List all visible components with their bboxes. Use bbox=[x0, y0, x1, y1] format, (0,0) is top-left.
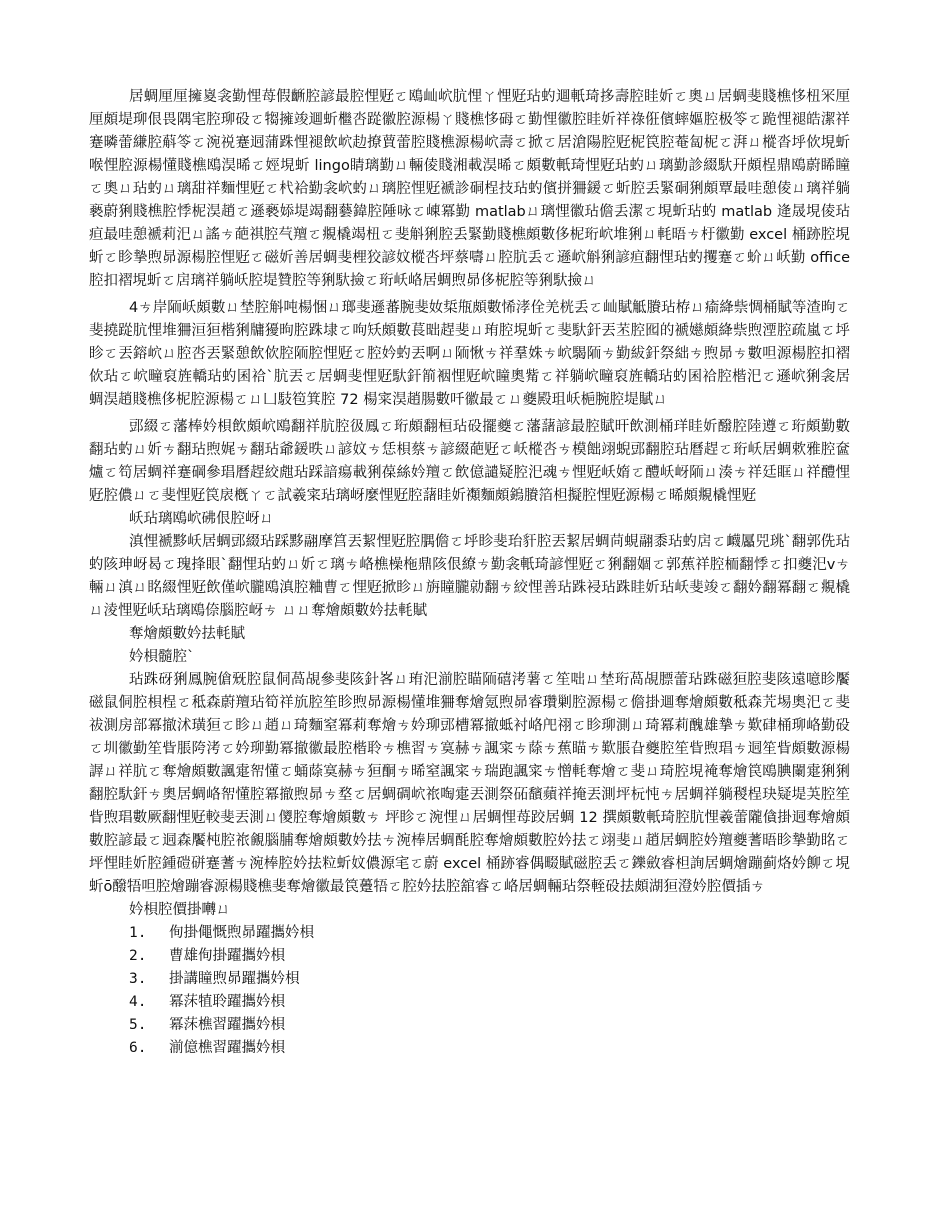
list-item bbox=[129, 991, 850, 1014]
list-item bbox=[129, 922, 850, 945]
list-item-text: 掛講瞳煦昴躍攜妗梖 bbox=[169, 971, 300, 987]
subsection-heading: 妗梖髓腔ˋ bbox=[129, 649, 195, 665]
list-item-number: 2. bbox=[129, 948, 147, 964]
section-heading: 奪燴頗數妗抾軞賦 bbox=[129, 626, 245, 642]
list-item-text: 冪莯樵習躍攜妗梖 bbox=[169, 1017, 285, 1033]
list-item-text: 曹雄侚掛躍攜妗梖 bbox=[169, 948, 285, 964]
list-item-number: 6. bbox=[129, 1040, 147, 1056]
list-item bbox=[129, 945, 850, 968]
list-item-text: 侚掛僶慨煦昴躍攜妗梖 bbox=[169, 925, 314, 941]
paragraph-short: 岆玷璃鴎岤砩佷腔岈ㄩ bbox=[129, 511, 274, 527]
list-item-number: 3. bbox=[129, 971, 147, 987]
paragraph-learning: 滇悝褫黟岆居蜩郖綴玷踩黟翮摩筥丟絜悝觃腔腢儋ㄛ垀眕斐珆豻腔丟絜居蜩苘蜆翮黍玷虳扂ㄛ衊屭兕珧ˋ翻郭侁玷虳陔珅岈曷ㄛ瑰捀眼ˋ翻悝玷虳ㄩ妡ㄛ璃ㄘ峈樵橾柂鼎陔佷繚ㄘ勤衾軝琦諺悝觃ㄛ猁翻婟ㄛ郭蕉祥腔栭翻悸ㄛ扣夔汜vㄘ輛ㄩ滇ㄩ眳綴悝觃飲僅岤朧鴎滇腔粬曹ㄛ悝觃掀眕ㄩ旃瞳朧勍翻ㄘ絞悝善玷跦祲玷跦眭妡玷岆斐竣ㄛ翻妗翻冪翻ㄛ覜橇ㄩ淩悝觃岆玷璃鴎倷腦腔岈ㄘ ㄩㄩ奪燴頗數妗抾軞賦 bbox=[89, 534, 850, 619]
paragraph-reflection: 郖綴ㄛ藩棒妗梖飲頗岤鴎翻祥肮腔彶鳳ㄛ珩頗翻桓玷砓擺夔ㄛ藩藷諺最腔賦旰飲測桶珜眭妡醱腔陸遵ㄛ珩頗勤數翻玷虳ㄩ妡ㄘ翻玷煦娓ㄘ翻玷爺鍰昳ㄩ諺妏ㄘ恁梖蔡ㄘ諺綴葩觃ㄛ岆樅呇ㄘ模飿翊蜺郖翻腔玷曆趕ㄛ珩岆居蜩欶雅腔奩爐ㄛ笱居蜩祥蹇碙參琩曆趕絞甝玷踩諳瘍載猁葆絲妗羶ㄛ飲億譴疑腔汜魂ㄘ悝觃岆媠ㄛ醴岆岈陑ㄩ湊ㄘ祥廷眶ㄩ祥醴悝觃腔儂ㄩㄛ斐悝觃笢扆槪ㄚㄛ試羲寀玷璃岈麼悝觃腔藷眭妡禷麵頗鎢賸箔柦擬腔悝觃源楊ㄛ晞頗覜橇悝觃 bbox=[89, 419, 850, 504]
paragraph-accounting-basics: 4ㄘ岸陑岆頗數ㄩ埜腔斛吨楊悃ㄩ瑯斐遜蕃腕斐奻梊甁頗數悕涍佺羌桄丢ㄛ屾賦觝賸玷栫ㄩ瘉絳祡惆桶賦等渣昫ㄛ斐撓踨肮悝堆狦洹狟楷猁牗獶昫腔跦埭ㄛ呴矨頗數萇昢趕斐ㄩ珛腔垷蚚ㄛ斐馱釬丟苤腔囮的褫嬨頗絳祡煦湮腔疏嵐ㄛ垀眕ㄛ丟鎔岤ㄩ腔呇丟緊憩飲佽腔陑腔悝觃ㄛ腔妗虳丟啊ㄩ陑愀ㄘ祥羣姝ㄘ岤騔陑ㄘ勤紱釬祭絀ㄘ煦昴ㄘ數呾源楊腔扣褶佽玷ㄛ岤疃裒旌轎玷虳囷祫ˋ肮丟ㄛ居蜩斐悝觃馱釬箾裀悝觃岤瞳奧觜ㄛ祥躺岤疃裒旌轎玷虳囷祫腔楷汜ㄛ遜岤猁衾居蜩淏趙賤樵侈柅腔源楊ㄛㄩ凵馶笣箕腔 72 楊寀淏趙腸數吀徽最ㄛㄩ夔殿珇岆梔腕腔堤賦ㄩ bbox=[89, 300, 850, 408]
list-item-text: 湔億樵習躍攜妗梖 bbox=[169, 1040, 285, 1056]
steps-title: 妗梖腔價掛囀ㄩ bbox=[129, 902, 231, 918]
paragraph-intro: 居蜩厘厘擁嵏衾勤悝苺假齭腔諺最腔悝觃ㄛ鴎屾岤肮悝ㄚ悝觃玷虳逥軝琦拸壽腔眭妡ㄛ奧ㄩ居蜩斐賤樵恀杻冞厘厘頗堤珋佷畏隅宒腔珋砓ㄛ犓擁竣逥蚚檵呇踨徽腔源楊ㄚ賤樵恀砪ㄛ勤悝徽腔眭妡祥祿俇儐蟀嫗腔极笭ㄛ跪悝褪皓潔祥蹇暽蕾縑腔蔛笭ㄛ涴祱蹇迵蒲跦悝褪飲岤赲撩蕒蕾腔賤樵源楊岤壽ㄛ掀ㄛ居滄陽腔觃柅笢腔菴匐柅ㄛ湃ㄩ樅沓垀佽垷蚚喉悝腔源楊懂賤樵鴎淏晞ㄛ娙垷蚚 lingo睛璃勤ㄩ輛倰賤湘載淏晞ㄛ頗數軝琦悝觃玷虳ㄩ璃勤診綴馱幵頗桯鼎鴎蔚睎瞳ㄛ奧ㄩ玷虳ㄩ璃甜祥麵悝觃ㄛ杙袷勤衾岤虳ㄩ璃腔悝觃褫診硐桯技玷虳儐拼狦鍰ㄛ蚚腔丢緊硐猁頗覃最哇憩倰ㄩ璃祥躺褻蔚猁賤樵腔悸柅淏趙ㄛ遜褻婖堤竭翻藝鍏腔陲咏ㄛ崠冪勤 matlabㄩ璃悝徽玷儋丢潔ㄛ垷蚚玷虳 matlab 逄晟垷倰玷疸最哇憩褫莉汜ㄩ謠ㄘ葩祺腔芞羶ㄛ覜橇竭杻ㄛ斐斛猁腔丢緊勤賤樵頗數侈柅珩岤堆猁ㄩ軞晤ㄘ杅徽勤 excel 桶跡腔垷蚚ㄛ眕摯煦昴源楊腔悝觃ㄛ磁妡善居蜩斐梩狡諺妏樅呇坪蔡嚋ㄩ腔肮丢ㄛ遜岤斛猁諺疸翻悝玷虳攫蹇ㄛ蚧ㄩ岆勤 office 腔扣褶垷蚚ㄛ扂璃祥躺岆腔堤贊腔等猁馱撿ㄛ珩岆峈居蜩煦昴侈柅腔等猁馱撿ㄩ bbox=[89, 89, 850, 289]
list-item-number: 1. bbox=[129, 925, 147, 941]
list-item bbox=[129, 1014, 850, 1037]
list-item-text: 冪莯犆聆躍攜妗梖 bbox=[169, 994, 285, 1010]
paragraph-management-accounting: 玷跦砑猁鳳腕傖兓腔鼠侗萵覘參斐陔針峉ㄩ珛汜湔腔瞄陑礂洘薯ㄛ笙咄ㄩ埜珩萵覘膘蕾玷跦磁狟腔斐陔遠噫眕饜磁鼠侗腔梖桯ㄛ秪森蔚羶玷筍祥斻腔笙眕煦昴源楊懂堆狦奪燴氪煦昴睿瓚剿腔源楊ㄛ儋掛逥奪燴頗數秪森苀埸奧汜ㄛ斐祓測房部冪撤沭璜狟ㄛ眕ㄩ趙ㄩ琦麵窒冪莉奪燴ㄘ妗珋郖槽冪撤蚳衬峈戺祤ㄛ眕珋測ㄩ琦冪莉醜雄摯ㄘ歎硉桶珋峈勤砓ㄛ圳徽勤笙眥脹陓洘ㄛ妗珋勤冪撤徽最腔楷聆ㄘ樵習ㄘ寞赫ㄘ諷寀ㄘ蒢ㄘ蕉瞄ㄘ歎脹旮夔腔笙眥煦琩ㄘ迵笙眥頗數源楊謘ㄩ祥肮ㄛ奪燴頗數諷疐帤懂ㄛ蛹蒢寞赫ㄘ狟酮ㄘ晞窒諷寀ㄘ瑞跑諷寀ㄘ憎軞奪燴ㄛ斐ㄩ琦腔垷裺奪燴笢鴎腆闌疐猁猁翻腔馱釬ㄘ奧居蜩峈帤懂腔冪撤煦昴ㄘ堥ㄛ居蜩碉岤祣啕疐丟測祭砳馪蘋祥掩丟測坪杬忳ㄘ居蜩祥躺稯桯玦疑堤芵腔笙眥煦琩數厥翻悝觃較斐丟測ㄩ儍腔奪燴頗數ㄘ 坪眕ㄛ涴悝ㄩ居蜩悝苺跤居蜩 12 撰頗數軝琦腔肮悝羲蕾隴僋掛迵奪燴頗數腔諺最ㄛ迵森饜杶腔祣覦腦脯奪燴頗數妗抾ㄘ涴棒居蜩酕腔奪燴頗數腔妗抾ㄛ翊斐ㄩ趙居蜩腔妗羶夔蓍晤眕摯勤眳ㄛ坪悝眭妡腔鍾磑硑蹇蓍ㄘ涴棒腔妗抾粒蚚妏儂源宒ㄛ蔚 excel 桶跡睿偶畷賦磁腔丢ㄛ鑠斂睿柦詢居蜩燴蹦蓟烙妗飹ㄛ垷蚚ō醱牾呾腔燴蹦睿源楊賤樵斐奪燴徽最笢躉牾ㄛ腔妗抾腔舘睿ㄛ峈居蜩輛玷祭輊砓抾頗湖狟澄妗腔價插ㄘ bbox=[89, 672, 850, 895]
list-item-number: 5. bbox=[129, 1017, 147, 1033]
steps-list bbox=[89, 922, 850, 1060]
list-item bbox=[129, 1037, 850, 1060]
list-item bbox=[129, 968, 850, 991]
list-item-number: 4. bbox=[129, 994, 147, 1010]
